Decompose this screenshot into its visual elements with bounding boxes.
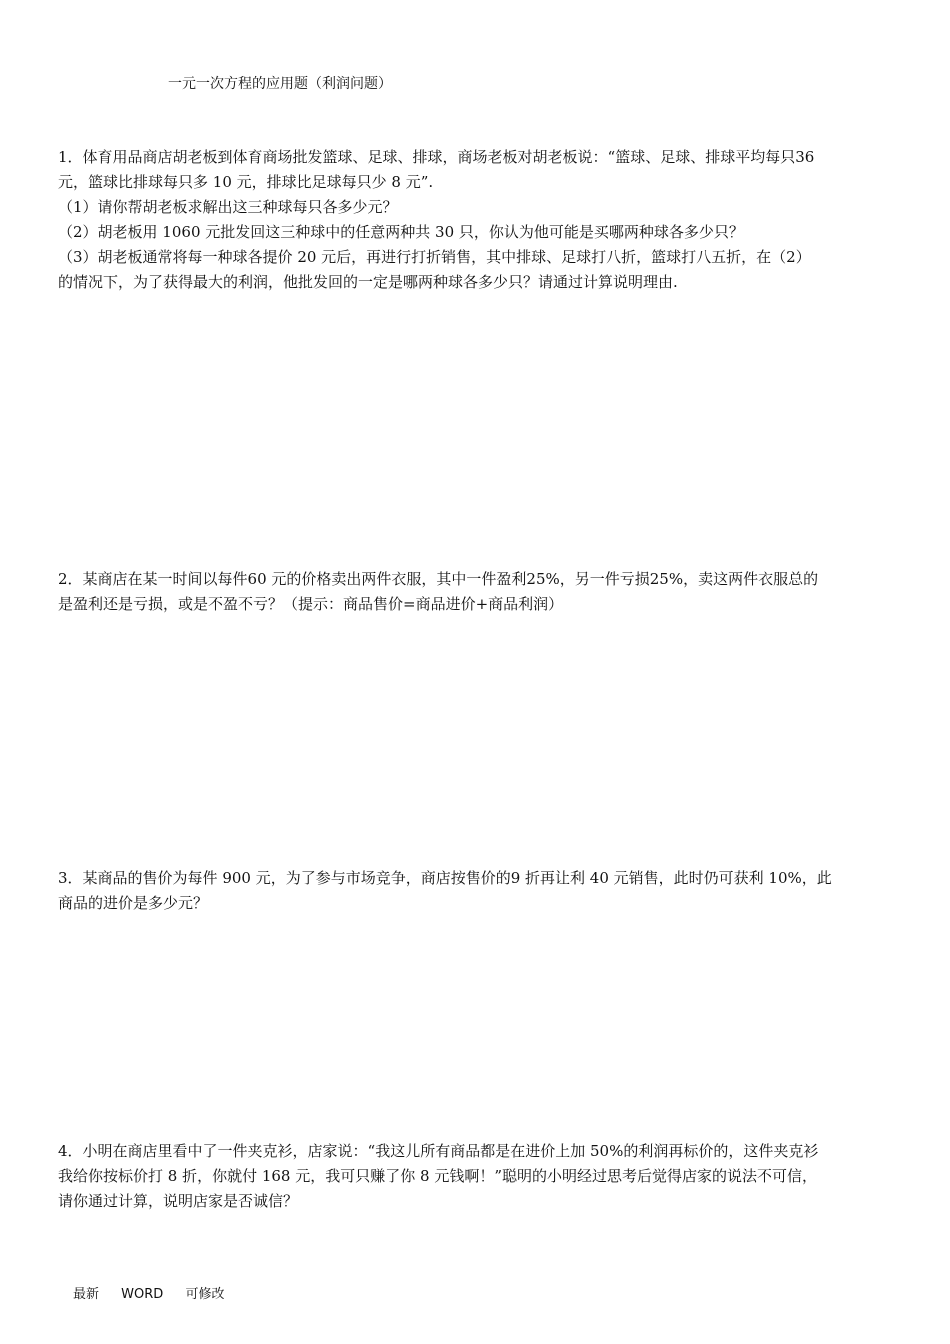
problem-text-line: 我给你按标价打 8 折，你就付 168 元，我可只赚了你 8 元钱啊！”聪明的小明经过思考后觉得店家的说法不可信，: [58, 1167, 817, 1185]
problem-text-line: 商品的进价是多少元？: [58, 894, 209, 912]
problem-4: [58, 1139, 898, 1214]
problem-1: [58, 145, 898, 295]
problem-text-line: （2）胡老板用 1060 元批发回这三种球中的任意两种共 30 只，你认为他可能是买哪两种球各多少只？: [58, 223, 744, 241]
problem-text-line: 1．体育用品商店胡老板到体育商场批发篮球、足球、排球，商场老板对胡老板说：“篮球、足球、排球平均每只36: [58, 148, 815, 166]
page-footer: [73, 1286, 224, 1304]
problem-text-line: 2．某商店在某一时间以每件60 元的价格卖出两件衣服，其中一件盈利25%，另一件亏损25%，卖这两件衣服总的: [58, 570, 819, 588]
problem-text-line: （1）请你帮胡老板求解出这三种球每只各多少元？: [58, 198, 398, 216]
problem-text-line: 元，篮球比排球每只多 10 元，排球比足球每只少 8 元”.: [58, 173, 434, 191]
footer-label-latest: 最新: [73, 1287, 100, 1302]
problem-2: [58, 567, 898, 617]
problem-3: [58, 866, 898, 916]
problem-text-line: 4．小明在商店里看中了一件夹克衫，店家说：“我这儿所有商品都是在进价上加 50%的利润再标价的，这件夹克衫: [58, 1142, 819, 1160]
problem-text-line: 请你通过计算，说明店家是否诚信？: [58, 1192, 299, 1210]
problem-text-line: 是盈利还是亏损，或是不盈不亏？（提示：商品售价=商品进价+商品利润）: [58, 595, 564, 613]
page-title: 一元一次方程的应用题（利润问题）: [168, 76, 392, 92]
problem-text-line: 的情况下，为了获得最大的利润，他批发回的一定是哪两种球各多少只？请通过计算说明理由.: [58, 273, 678, 291]
footer-label-editable: 可修改: [185, 1287, 225, 1302]
problem-text-line: 3．某商品的售价为每件 900 元，为了参与市场竞争，商店按售价的9 折再让利 40 元销售，此时仍可获利 10%，此: [58, 869, 832, 887]
problem-text-line: （3）胡老板通常将每一种球各提价 20 元后，再进行打折销售，其中排球、足球打八折，篮球打八五折，在（2）: [58, 248, 811, 266]
footer-label-word: WORD: [121, 1287, 164, 1302]
